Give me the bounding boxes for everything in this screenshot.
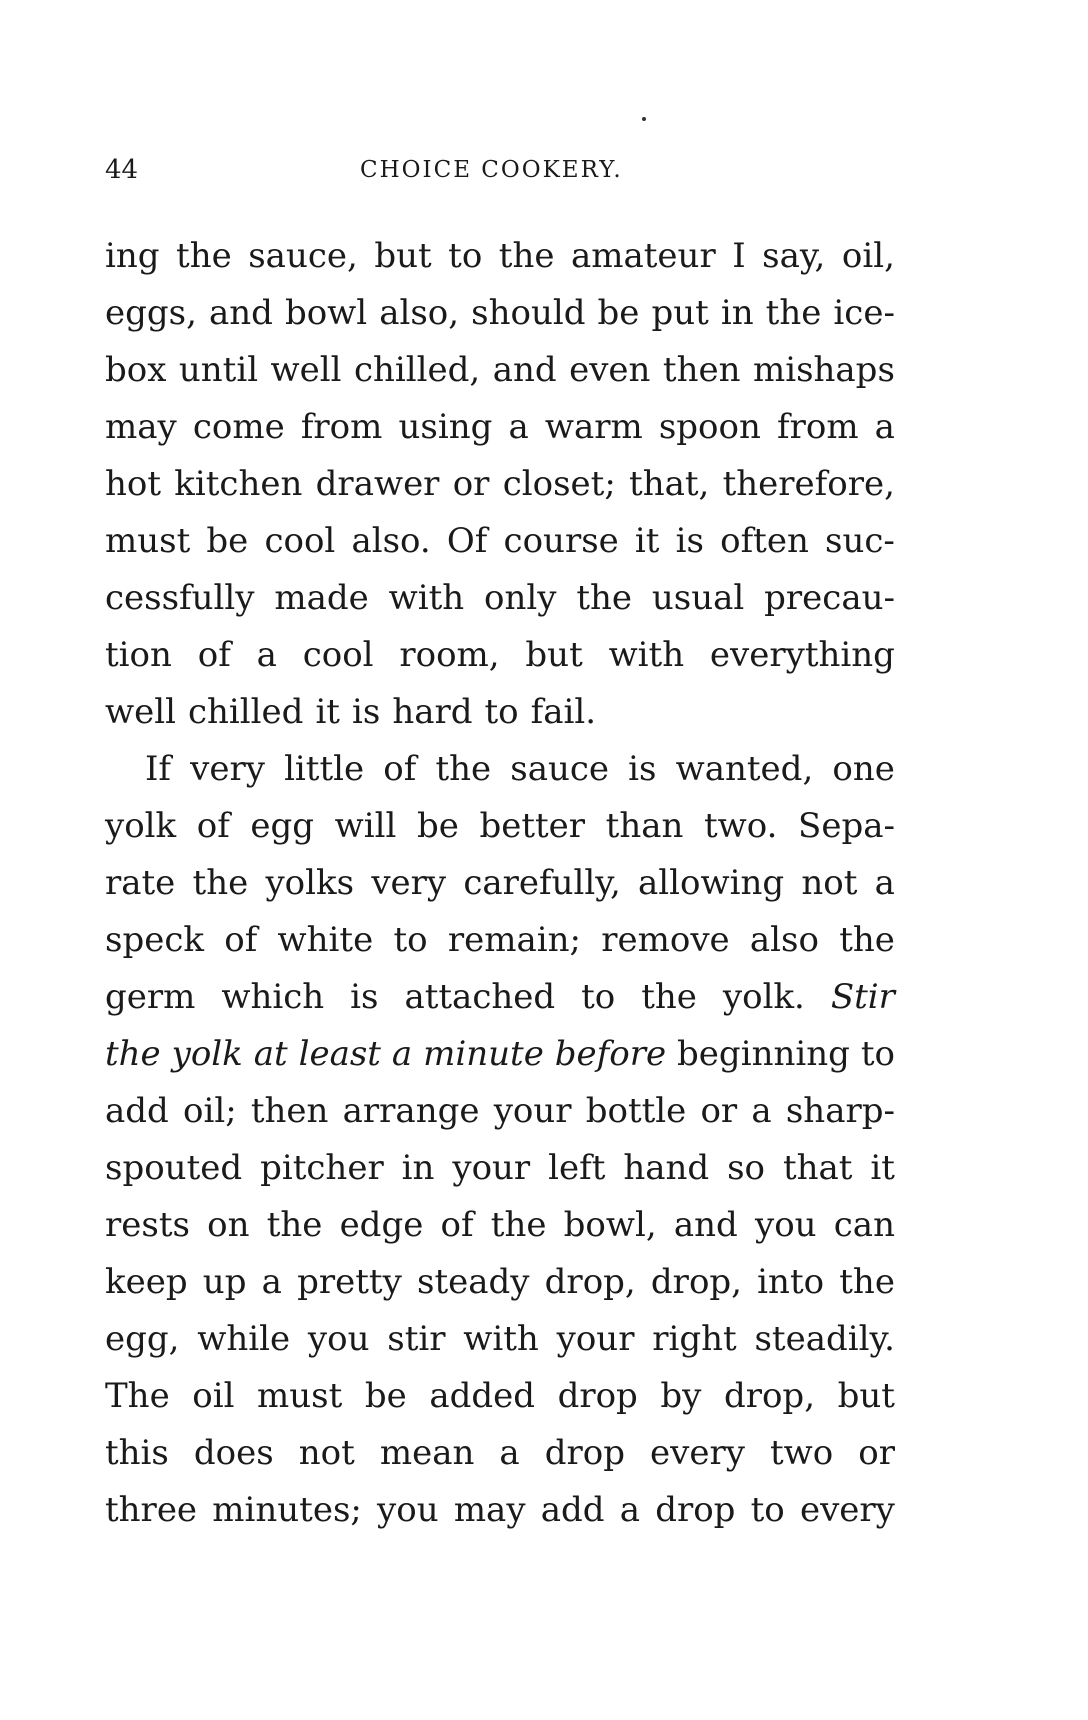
word: in [401,1148,435,1188]
text-line [105,1368,895,1425]
word: hand [623,1148,710,1188]
word: well [105,692,176,732]
running-title: CHOICE COOKERY. [360,157,623,183]
text-line [105,570,895,627]
body-text [105,228,895,1539]
word: two. [703,806,778,846]
word: add [540,1490,605,1530]
word: also. [351,521,431,561]
word: well [270,350,342,390]
word: to [393,920,428,960]
word: that, [629,464,710,504]
word: The [105,1376,170,1416]
word: your [493,1091,572,1131]
word: be [206,521,249,561]
word: but [374,236,432,276]
word: mean [379,1433,475,1473]
word: sauce [510,749,610,789]
word: the [490,1205,547,1245]
word: a [874,863,895,903]
word: rests [105,1205,190,1245]
word: added [429,1376,535,1416]
word: everything [709,635,895,675]
word: steadily. [754,1319,895,1359]
word: stir [387,1319,446,1359]
word: three [105,1490,198,1530]
word: ing [105,236,160,276]
word: two [769,1433,834,1473]
word: the [839,1262,895,1302]
word: is [628,749,657,789]
word: chilled [187,692,304,732]
word: drop [544,1433,625,1473]
word: drop, [650,1262,742,1302]
word: which [221,977,325,1017]
word: the [839,920,895,960]
word: be [416,806,459,846]
text-line [105,1482,895,1539]
word: then [662,350,741,390]
word: until [178,350,259,390]
word: very [190,749,265,789]
text-line [105,285,895,342]
word: of [383,749,417,789]
word: drop [557,1376,638,1416]
word: may [105,407,177,447]
word: steady [417,1262,530,1302]
word: using [398,407,493,447]
word: box [105,350,167,390]
word: of [197,635,231,675]
word: egg, [105,1319,180,1359]
word: the [576,578,633,618]
word: the [266,1205,323,1245]
word: a [499,1433,520,1473]
word: Stir [830,977,895,1017]
word: your [452,1148,531,1188]
word: also [749,920,819,960]
word: left [548,1148,606,1188]
text-line [105,912,895,969]
word: arrange [342,1091,480,1131]
text-line [105,1311,895,1368]
word: a [619,1490,640,1530]
word: better [479,806,586,846]
word: remove [601,920,730,960]
text-line [105,456,895,513]
text-line [105,342,895,399]
word: it [315,692,340,732]
text-line [105,741,895,798]
running-head [105,150,885,190]
word: or [858,1433,895,1473]
word: the [105,1034,161,1074]
word: hard [392,692,473,732]
word: oil; [183,1091,237,1131]
word: spoon [658,407,761,447]
word: wanted, [675,749,814,789]
word: should [471,293,586,333]
word: of [224,920,258,960]
word: warm [544,407,643,447]
word: in [720,293,754,333]
word: it [870,1148,895,1188]
word: to [581,977,616,1017]
word: to [750,1490,785,1530]
word: often [720,521,809,561]
word: or [700,1091,738,1131]
word: germ [105,977,196,1017]
word: the [641,977,697,1017]
word: egg [250,806,315,846]
word: tion [105,635,172,675]
word: can [833,1205,895,1245]
word: edge [339,1205,424,1245]
word: but [837,1376,895,1416]
word: mishaps [752,350,895,390]
word: yolk. [722,977,805,1017]
word: the [765,293,822,333]
text-line [105,1026,895,1083]
word: Of [446,521,488,561]
word: oil, [841,236,895,276]
word: keep [105,1262,188,1302]
word: and [208,293,273,333]
word: minute [423,1034,544,1074]
word: carefully, [463,863,621,903]
word: precau- [764,578,895,618]
word: does [193,1433,274,1473]
word: while [197,1319,291,1359]
word: this [105,1433,169,1473]
word: very [371,863,447,903]
word: the [176,236,232,276]
word: come [192,407,285,447]
text-line [105,627,895,684]
word: course [503,521,619,561]
word: a [751,1091,772,1131]
word: put [651,293,709,333]
text-line [105,1425,895,1482]
word: will [334,806,397,846]
word: you [307,1319,370,1359]
word: Sepa- [798,806,895,846]
word: may [453,1490,526,1530]
word: then [250,1091,329,1131]
word: bottle [585,1091,687,1131]
word: the [192,863,249,903]
text-line [105,798,895,855]
word: ice- [833,293,895,333]
word: with [388,578,465,618]
word: spouted [105,1148,243,1188]
word: hot [105,464,162,504]
word: before [554,1034,667,1074]
word: made [274,578,369,618]
word: that [782,1148,853,1188]
word: you [377,1490,439,1530]
word: least [298,1034,381,1074]
word: into [757,1262,825,1302]
word: bowl, [563,1205,657,1245]
word: room, [399,635,500,675]
print-speck [642,117,646,121]
word: with [608,635,685,675]
word: to [484,692,519,732]
word: your [556,1319,635,1359]
word: a [508,407,529,447]
word: add [105,1091,169,1131]
word: sharp- [785,1091,895,1131]
word: to [860,1034,895,1074]
word: attached [404,977,556,1017]
word: not [298,1433,355,1473]
word: cool [264,521,336,561]
word: the [498,236,555,276]
word: suc- [825,521,895,561]
text-line [105,855,895,912]
word: up [202,1262,247,1302]
page-number: 44 [105,155,139,185]
word: not [801,863,858,903]
word: only [484,578,557,618]
word: allowing [638,863,785,903]
word: yolk [171,1034,243,1074]
word: one [832,749,895,789]
word: closet; [502,464,616,504]
word: remain; [447,920,581,960]
text-line [105,969,895,1026]
word: fail. [530,692,597,732]
word: amateur [570,236,716,276]
word: of [196,806,230,846]
word: also, [379,293,460,333]
word: eggs, [105,293,197,333]
word: from [300,407,383,447]
text-line [105,513,895,570]
word: must [257,1376,343,1416]
text-line [105,399,895,456]
word: every [799,1490,895,1530]
text-line [105,1140,895,1197]
word: is [675,521,704,561]
word: drop, [723,1376,815,1416]
text-line [105,1254,895,1311]
word: little [284,749,365,789]
word: on [207,1205,250,1245]
text-line [105,228,895,285]
word: by [660,1376,702,1416]
word: kitchen [174,464,303,504]
word: at [253,1034,288,1074]
word: right [652,1319,737,1359]
word: cool [302,635,374,675]
word: cessfully [105,578,255,618]
word: to [448,236,483,276]
word: a [874,407,895,447]
word: usual [651,578,745,618]
word: or [452,464,490,504]
word: with [463,1319,539,1359]
word: is [351,692,381,732]
word: so [727,1148,766,1188]
word: from [777,407,859,447]
word: the [435,749,492,789]
word: white [277,920,374,960]
text-line [105,1197,895,1254]
word: bowl [284,293,368,333]
word: say, [762,236,826,276]
word: and [673,1205,738,1245]
word: a [391,1034,413,1074]
word: be [364,1376,407,1416]
text-line [105,684,895,741]
word: be [597,293,640,333]
word: and [492,350,557,390]
word: even [569,350,651,390]
word: pretty [297,1262,402,1302]
word: sauce, [248,236,358,276]
word: yolks [265,863,355,903]
word: every [650,1433,745,1473]
word: you [755,1205,817,1245]
text-line [105,1083,895,1140]
word: chilled, [353,350,481,390]
word: oil [192,1376,235,1416]
word: yolk [105,806,177,846]
word: it [634,521,660,561]
word: If [145,749,172,789]
word: beginning [677,1034,850,1074]
word: rate [105,863,176,903]
word: than [605,806,684,846]
word: of [440,1205,474,1245]
word: minutes; [212,1490,362,1530]
word: drawer [315,464,440,504]
word: must [105,521,191,561]
word: drop [655,1490,736,1530]
word: I [732,236,746,276]
word: drop, [544,1262,636,1302]
word: pitcher [260,1148,384,1188]
word: therefore, [722,464,895,504]
word: speck [105,920,204,960]
word: a [256,635,277,675]
word: is [350,977,379,1017]
word: but [525,635,583,675]
word: a [261,1262,282,1302]
